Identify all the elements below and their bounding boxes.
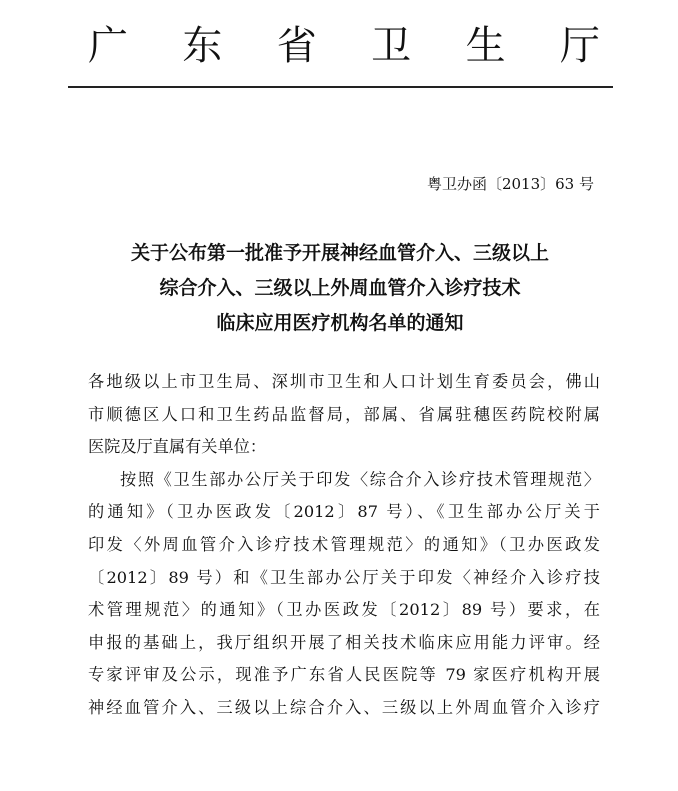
masthead-char: 厅: [559, 23, 600, 69]
paragraph-line: 术管理规范〉的通知》（卫办医政发〔2012〕89 号）要求，在: [88, 600, 600, 620]
masthead-char: 东: [182, 23, 223, 69]
title-line: 临床应用医疗机构名单的通知: [216, 312, 464, 334]
paragraph-line: 的通知》（卫办医政发〔2012〕87 号）、《卫生部办公厅关于: [88, 502, 600, 522]
addressee-line: 医院及厅直属有关单位：: [88, 437, 267, 457]
document-title: [60, 236, 620, 341]
masthead-char: 广: [88, 23, 128, 69]
masthead-char: 生: [465, 23, 506, 69]
paragraph-line: 〔2012〕89 号）和《卫生部办公厅关于印发〈神经介入诊疗技: [88, 567, 600, 587]
masthead: [88, 20, 600, 72]
header-divider: [68, 86, 613, 88]
paragraph-line: 专家评审及公示，现准予广东省人民医院等 79 家医疗机构开展: [88, 665, 600, 685]
document-body: [88, 366, 600, 725]
document-number: 粤卫办函〔2013〕63 号: [426, 175, 594, 193]
paragraph-line: 神经血管介入、三级以上综合介入、三级以上外周血管介入诊疗: [88, 697, 600, 717]
addressee-line: 市顺德区人口和卫生药品监督局，部属、省属驻穗医药院校附属: [88, 404, 600, 424]
paragraph-line: 印发〈外周血管介入诊疗技术管理规范〉的通知》（卫办医政发: [88, 534, 600, 554]
addressee-line: 各地级以上市卫生局、深圳市卫生和人口计划生育委员会，佛山: [88, 372, 600, 391]
title-line: 关于公布第一批准予开展神经血管介入、三级以上: [130, 242, 549, 264]
title-line: 综合介入、三级以上外周血管介入诊疗技术: [159, 277, 521, 299]
paragraph-line: 按照《卫生部办公厅关于印发〈综合介入诊疗技术管理规范〉: [120, 469, 600, 489]
masthead-char: 省: [276, 23, 317, 69]
paragraph-line: 申报的基础上，我厅组织开展了相关技术临床应用能力评审。经: [88, 632, 600, 652]
masthead-char: 卫: [371, 23, 412, 69]
